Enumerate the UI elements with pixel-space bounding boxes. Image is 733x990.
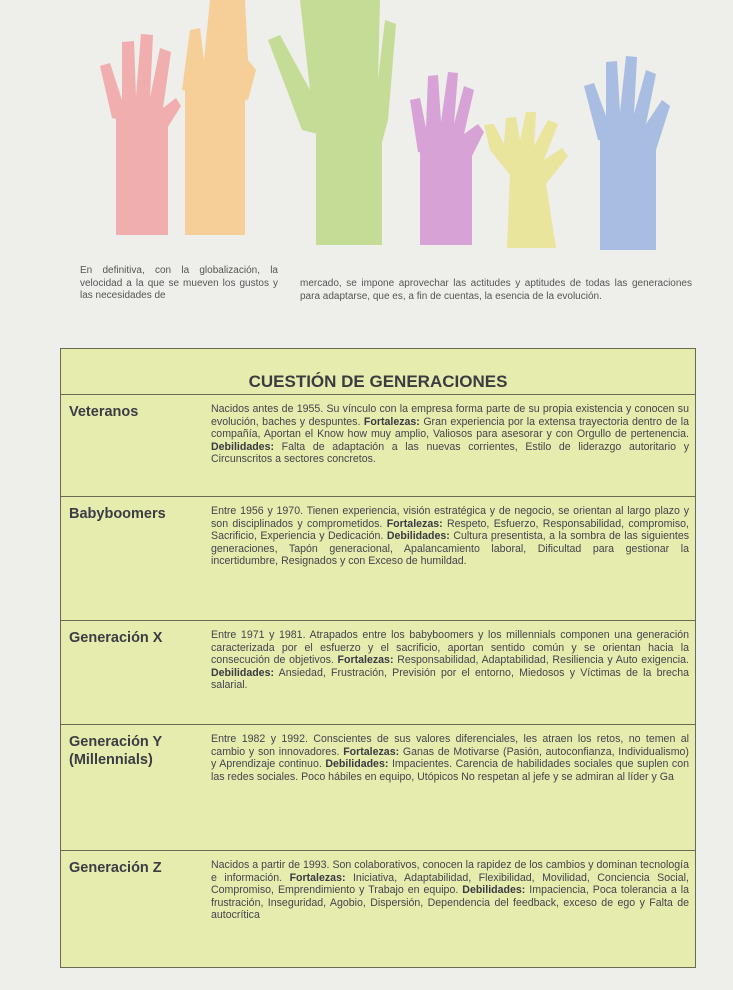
generation-description: Entre 1982 y 1992. Conscientes de sus valores diferenciales, les atraen los retos, no temen al cambio y son innovadores. Fortalezas: Ganas de Motivarse (Pasión, autoconfianza, Individualismo) y Aprendizaje continuo. Debilidades: Impacientes. Carencia de habilidades sociales que suplen con las redes sociales. Poco hábiles en equipo, Utópicos No respetan al jefe y se admiran al líder y Ga <box>211 733 689 783</box>
purple-hand-icon <box>410 72 484 245</box>
table-row-generacion-y <box>61 725 695 851</box>
generation-description: Nacidos antes de 1955. Su vínculo con la empresa forma parte de su propia existencia y conocen su evolución, baches y despuntes. Fortalezas: Gran experiencia por la extensa trayectoria dentro de la compañía, Aportan el Know how muy amplio, Valiosos para asesorar y con Orgullo de pertenencia. Debilidades: Falta de adaptación a las nuevas corrientes, Estilo de liderazgo autoritario y Circunscritos a sectores concretos. <box>211 403 689 466</box>
generation-name: Generación X <box>69 630 163 646</box>
generation-description: Entre 1971 y 1981. Atrapados entre los babyboomers y los millennials componen una generación caracterizada por el esfuerzo y el sacrificio, aportan sentido común y se orientan hacia la consecución de objetivos. Fortalezas: Responsabilidad, Adaptabilidad, Resiliencia y Auto exigencia. Debilidades: Ansiedad, Frustración, Previsión por el entorno, Miedosos y Víctimas de la brecha salarial. <box>211 629 689 692</box>
blue-hand-icon <box>584 56 670 250</box>
intro-text-right: mercado, se impone aprovechar las actitudes y aptitudes de todas las generaciones para adaptarse, que es, a fin de cuentas, la esencia de la evolución. <box>300 278 692 302</box>
generation-name: Babyboomers <box>69 506 166 522</box>
generations-table <box>60 348 696 968</box>
table-row-generacion-z <box>61 851 695 965</box>
generation-description: Entre 1956 y 1970. Tienen experiencia, visión estratégica y de negocio, se orientan al largo plazo y son disciplinados y comprometidos. Fortalezas: Respeto, Esfuerzo, Responsabilidad, compromiso, Sacrificio, Experiencia y Dedicación. Debilidades: Cultura presentista, a la sombra de las siguientes generaciones, Tapón generacional, Apalancamiento laboral, Dificultad para gestionar la incertidumbre, Resignados y con Exceso de humildad. <box>211 505 690 568</box>
table-title: CUESTIÓN DE GENERACIONES <box>61 349 695 395</box>
orange-hand-icon <box>182 0 256 235</box>
green-hand-icon <box>268 0 396 245</box>
table-row-generacion-x <box>61 621 695 725</box>
yellow-hand-icon <box>484 112 568 248</box>
generation-name: Generación Y (Millennials) <box>69 734 162 768</box>
table-row-veteranos <box>61 395 695 497</box>
raised-hands-illustration <box>0 0 733 265</box>
table-row-babyboomers <box>61 497 695 621</box>
red-hand-icon <box>100 34 181 235</box>
generation-name: Veteranos <box>69 404 139 420</box>
intro-text-left: En definitiva, con la globalización, la velocidad a la que se mueven los gustos y las necesidades de <box>80 265 278 301</box>
generation-name: Generación Z <box>69 860 162 876</box>
generation-description: Nacidos a partir de 1993. Son colaborativos, conocen la rapidez de los cambios y dominan tecnología e información. Fortalezas: Iniciativa, Adaptabilidad, Flexibilidad, Movilidad, Conciencia Social, Compromiso, Emprendimiento y Trabajo en equipo. Debilidades: Impaciencia, Poca tolerancia a la frustración, Inseguridad, Agobio, Dispersión, Dependencia del feedback, exceso de ego y Falta de autocrítica <box>211 859 689 922</box>
